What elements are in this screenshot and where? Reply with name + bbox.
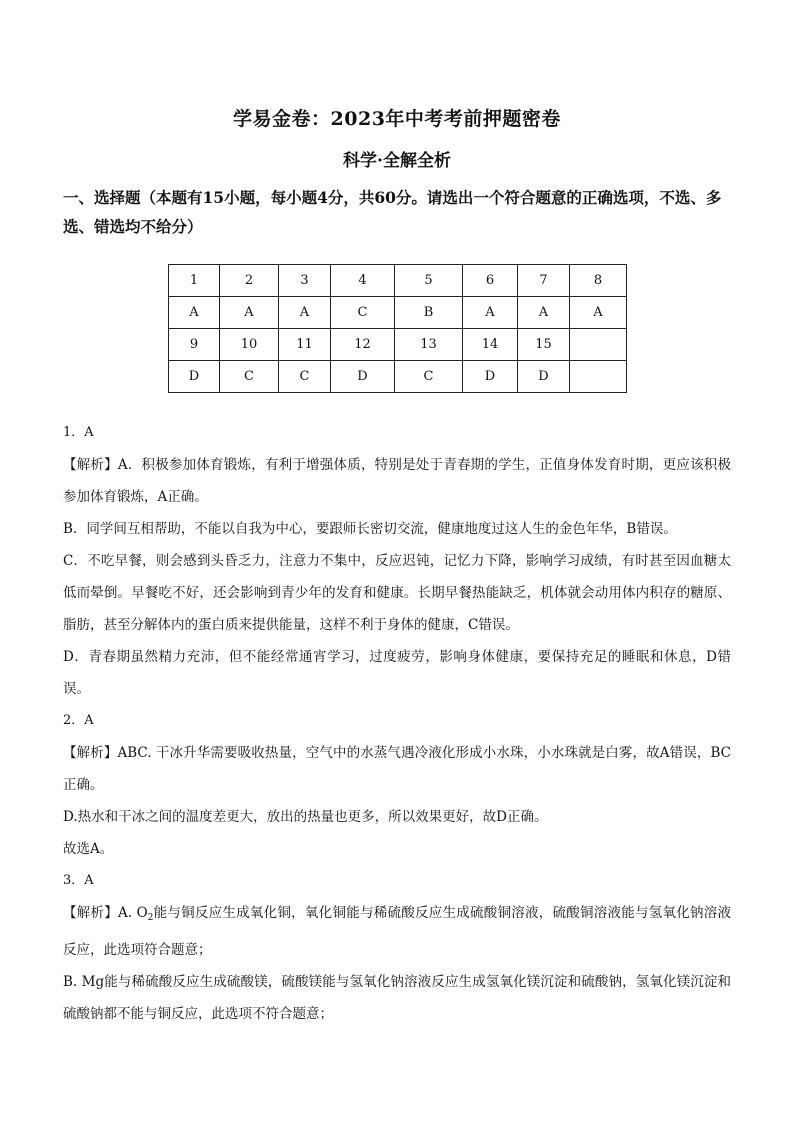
answer-cell: A bbox=[518, 297, 570, 329]
question-3-option-b: B. Mg能与稀硫酸反应生成硫酸镁，硫酸镁能与氢氧化钠溶液反应生成氢氧化镁沉淀和硫酸钠，氢氧化镁沉淀和硫酸钠都不能与铜反应，此选项不符合题意； bbox=[63, 974, 731, 1022]
answer-table-row bbox=[169, 265, 627, 297]
question-number-cell: 3 bbox=[279, 265, 331, 297]
question-1-header: 1．A bbox=[63, 425, 94, 440]
question-1-option-c: C．不吃早餐，则会感到头昏乏力，注意力不集中，反应迟钝，记忆力下降，影响学习成绩，有时甚至因血糖太低而晕倒。早餐吃不好，还会影响到青少年的发育和健康。长期早餐热能缺乏，机体就会动用体内积存的糖原、脂肪，甚至分解体内的蛋白质来提供能量，这样不利于身体的健康，C错误。 bbox=[63, 553, 731, 633]
answer-cell: C bbox=[220, 361, 279, 393]
question-number-cell: 9 bbox=[169, 329, 220, 361]
question-number-cell: 15 bbox=[518, 329, 570, 361]
answer-cell bbox=[570, 361, 627, 393]
oxygen-subscript: 2 bbox=[147, 913, 154, 923]
answer-cell: A bbox=[570, 297, 627, 329]
question-2-analysis: 【解析】ABC. 干冰升华需要吸收热量，空气中的水蒸气遇冷液化形成小水珠，小水珠就是白雾，故A错误，BC正确。 bbox=[63, 745, 731, 793]
answer-cell: C bbox=[395, 361, 463, 393]
question-number-cell bbox=[570, 329, 627, 361]
question-number-cell: 14 bbox=[463, 329, 518, 361]
question-3-analysis-suffix: 能与铜反应生成氧化铜，氧化铜能与稀硫酸反应生成硫酸铜溶液，硫酸铜溶液能与氢氧化钠溶液反应，此选项符合题意； bbox=[63, 905, 732, 958]
page-subtitle: 科学·全解全析 bbox=[343, 151, 451, 171]
answer-cell: D bbox=[463, 361, 518, 393]
question-number-cell: 6 bbox=[463, 265, 518, 297]
question-1-option-d: D．青春期虽然精力充沛，但不能经常通宵学习，过度疲劳，影响身体健康，要保持充足的睡眠和休息，D错误。 bbox=[63, 649, 731, 697]
answer-cell: C bbox=[331, 297, 395, 329]
question-1-option-b: B．同学间互相帮助，不能以自我为中心，要跟师长密切交流，健康地度过这人生的金色年华，B错误。 bbox=[63, 521, 677, 537]
answer-table-row bbox=[169, 297, 627, 329]
section-heading: 一、选择题（本题有15小题，每小题4分，共60分。请选出一个符合题意的正确选项，不选、多选、错选均不给分） bbox=[63, 188, 722, 236]
answer-cell: C bbox=[279, 361, 331, 393]
page-title: 学易金卷：2023年中考考前押题密卷 bbox=[233, 108, 561, 130]
question-2-header: 2．A bbox=[63, 713, 94, 728]
question-number-cell: 13 bbox=[395, 329, 463, 361]
question-number-cell: 8 bbox=[570, 265, 627, 297]
question-3-header: 3．A bbox=[63, 873, 94, 888]
question-number-cell: 10 bbox=[220, 329, 279, 361]
answer-cell: D bbox=[331, 361, 395, 393]
question-number-cell: 7 bbox=[518, 265, 570, 297]
question-number-cell: 4 bbox=[331, 265, 395, 297]
solutions-body bbox=[63, 417, 731, 1030]
question-number-cell: 2 bbox=[220, 265, 279, 297]
answer-cell: A bbox=[279, 297, 331, 329]
answer-cell: A bbox=[169, 297, 220, 329]
question-2-conclusion: 故选A。 bbox=[63, 841, 114, 857]
question-number-cell: 11 bbox=[279, 329, 331, 361]
question-3-analysis-prefix: 【解析】A. O bbox=[63, 905, 148, 921]
answer-cell: B bbox=[395, 297, 463, 329]
answer-cell: D bbox=[518, 361, 570, 393]
question-2-option-d: D.热水和干冰之间的温度差更大，放出的热量也更多，所以效果更好，故D正确。 bbox=[63, 809, 548, 825]
question-number-cell: 5 bbox=[395, 265, 463, 297]
answer-table-row bbox=[169, 329, 627, 361]
answer-cell: D bbox=[169, 361, 220, 393]
question-number-cell: 12 bbox=[331, 329, 395, 361]
answer-table bbox=[168, 264, 627, 393]
answer-cell: A bbox=[463, 297, 518, 329]
question-3-analysis bbox=[63, 897, 731, 966]
question-number-cell: 1 bbox=[169, 265, 220, 297]
answer-table-row bbox=[169, 361, 627, 393]
question-1-analysis: 【解析】A．积极参加体育锻炼，有利于增强体质，特别是处于青春期的学生，正值身体发育时期，更应该积极参加体育锻炼，A正确。 bbox=[63, 457, 731, 505]
answer-cell: A bbox=[220, 297, 279, 329]
